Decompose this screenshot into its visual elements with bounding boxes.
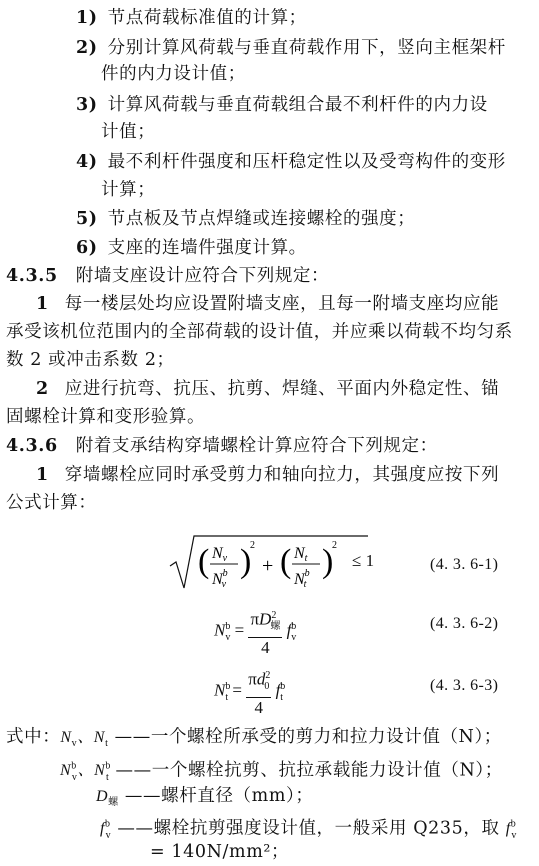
- list-item-1: [76, 6, 307, 30]
- fraction: $\frac{\pi D^2_螺}{4}$: [248, 606, 282, 658]
- svg-text:(: (: [280, 543, 292, 580]
- svg-text:Nt: Nt: [294, 545, 308, 564]
- svg-text:Nbt: $N^b$ t: [294, 568, 310, 590]
- fraction: $\frac{\pi d^2_0}{4}$: [246, 666, 271, 718]
- formula-number: (4. 3. 6-3): [430, 677, 499, 694]
- svg-text:2: 2: [250, 540, 255, 551]
- paragraph-line: 承受该机位范围内的全部荷载的设计值，并应乘以荷载不均匀系: [6, 322, 513, 342]
- list-item-6: [76, 236, 307, 260]
- list-text: 最不利杆件强度和压杆稳定性以及受弯构件的变形: [107, 152, 506, 172]
- list-number: 1): [76, 8, 98, 28]
- item-number: 1: [36, 465, 49, 485]
- list-item-4: [76, 150, 506, 174]
- list-text: 节点板及节点焊缝或连接螺栓的强度；: [107, 209, 416, 229]
- item-number: 2: [36, 379, 49, 399]
- definition-4: $f^b_v$ ——螺栓抗剪强度设计值，一般采用 Q235，取 $f^b_v$: [100, 818, 517, 841]
- svg-text:+: +: [262, 555, 274, 577]
- list-number: 5): [76, 209, 98, 229]
- rhs-value: 1: [365, 551, 375, 570]
- list-item-4-continuation: 计算；: [101, 180, 156, 200]
- paragraph-line: 数 2 或冲击系数 2；: [6, 350, 175, 370]
- definition-4-value: = 140N/mm²；: [150, 842, 290, 862]
- formula-number: (4. 3. 6-1): [430, 556, 499, 573]
- definition-text: 一个螺栓所承受的剪力和拉力设计值（N）；: [150, 727, 502, 747]
- list-item-3: [76, 93, 488, 117]
- clause-4-3-5-item-1: [36, 292, 499, 316]
- list-item-2-continuation: 件的内力设计值；: [101, 64, 246, 84]
- item-number: 1: [36, 294, 49, 314]
- list-text: 分别计算风荷载与垂直荷载作用下，竖向主框架杆: [107, 38, 506, 58]
- paragraph-line: 公式计算：: [6, 493, 97, 513]
- list-text: 计算风荷载与垂直荷载组合最不利杆件的内力设: [107, 95, 488, 115]
- list-item-2: [76, 36, 506, 60]
- svg-text:(: (: [198, 543, 210, 580]
- svg-text:Nbv: $N^b$ v: [212, 568, 228, 590]
- paragraph-line: 固螺栓计算和变形验算。: [6, 407, 206, 427]
- svg-text:): ): [240, 543, 252, 580]
- denominator: 4: [261, 637, 270, 657]
- formula-4-3-6-3: $N^b_t$ = $\frac{\pi d^2_0}{4}$ $f^b_t$: [214, 666, 283, 718]
- list-text: 支座的连墙件强度计算。: [107, 238, 307, 258]
- denominator: 4: [254, 697, 264, 717]
- list-number: 3): [76, 95, 98, 115]
- list-number: 6): [76, 238, 98, 258]
- svg-text:Nv: Nv: [212, 545, 228, 564]
- definition-text: 螺杆直径（mm）；: [161, 786, 314, 806]
- svg-text:2: 2: [332, 540, 337, 551]
- clause-number: 4.3.5: [6, 266, 58, 286]
- item-text: 穿墙螺栓应同时承受剪力和轴向拉力，其强度应按下列: [64, 465, 500, 485]
- clause-number: 4.3.6: [6, 436, 58, 456]
- clause-title: 附着支承结构穿墙螺栓计算应符合下列规定：: [75, 436, 438, 456]
- formula-4-3-6-2: $N^b_v$ = $\frac{\pi D^2_螺}{4}$ $f^b_v$: [214, 606, 296, 658]
- list-number: 2): [76, 38, 98, 58]
- clause-title: 附墙支座设计应符合下列规定：: [75, 266, 330, 286]
- pi-symbol: π: [248, 669, 257, 689]
- list-item-3-continuation: 计值；: [101, 122, 156, 142]
- definition-2: $N^b_v$、$N^b_t$ ——一个螺栓抗剪、抗拉承载能力设计值（N）；: [60, 760, 503, 783]
- svg-text:): ): [322, 543, 334, 580]
- definition-text: 一个螺栓抗剪、抗拉承载能力设计值（N）；: [151, 760, 503, 781]
- item-text: 应进行抗弯、抗压、抗剪、焊缝、平面内外稳定性、锚: [64, 379, 500, 399]
- clause-4-3-5-heading: [6, 264, 329, 288]
- leq-symbol: ≤: [352, 551, 362, 570]
- list-item-5: [76, 207, 415, 231]
- definition-1: 式中：$N_v$、$N_t$ ——一个螺栓所承受的剪力和拉力设计值（N）；: [6, 727, 502, 750]
- list-text: 节点荷载标准值的计算；: [107, 8, 307, 28]
- list-number: 4): [76, 152, 98, 172]
- clause-4-3-6-item-1: [36, 463, 499, 487]
- definition-3: $D_螺$ ——螺杆直径（mm）；: [96, 786, 314, 809]
- clause-4-3-5-item-2: [36, 377, 499, 401]
- where-prefix: 式中：: [6, 727, 61, 747]
- definition-text: 螺栓抗剪强度设计值，一般采用 Q235，取: [153, 818, 500, 839]
- formula-number: (4. 3. 6-2): [430, 615, 499, 632]
- formula-4-3-6-1-rhs: [352, 551, 374, 571]
- clause-4-3-6-heading: [6, 434, 438, 458]
- item-text: 每一楼层处均应设置附墙支座，且每一附墙支座均应能: [64, 294, 500, 314]
- pi-symbol: π: [250, 609, 260, 629]
